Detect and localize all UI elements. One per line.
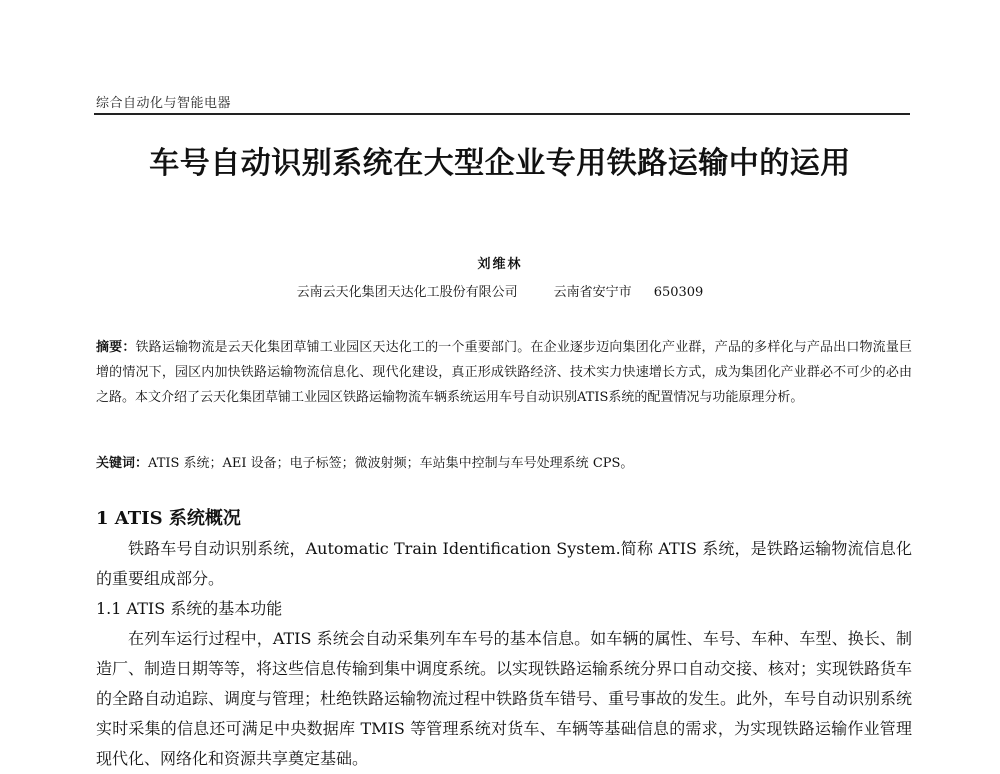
keywords — [96, 451, 912, 476]
keywords-text: ATIS 系统；AEI 设备；电子标签；微波射频；车站集中控制与车号处理系统 CPS。 — [148, 456, 634, 471]
affiliation — [0, 281, 1000, 300]
affiliation-postcode: 650309 — [653, 285, 704, 300]
article-title: 车号自动识别系统在大型企业专用铁路运输中的运用 — [149, 146, 851, 181]
abstract — [96, 335, 912, 410]
journal-header: 综合自动化与智能电器 — [96, 96, 232, 111]
header-rule — [94, 113, 910, 115]
author-name: 刘维林 — [477, 257, 523, 272]
abstract-text: 铁路运输物流是云天化集团草铺工业园区天达化工的一个重要部门。在企业逐步迈向集团化产业群，产品的多样化与产品出口物流量巨增的情况下，园区内加快铁路运输物流信息化、现代化建设，真正形成铁路经济、技术实力快速增长方式，成为集团化产业群必不可少的必由之路。本文介绍了云天化集团草铺工业园区铁路运输物流车辆系统运用车号自动识别ATIS系统的配置情况与功能原理分析。 — [96, 340, 912, 405]
section-1-paragraph: 铁路车号自动识别系统，Automatic Train Identification System.简称 ATIS 系统，是铁路运输物流信息化的重要组成部分。 — [96, 539, 912, 588]
affiliation-org: 云南云天化集团天达化工股份有限公司 — [296, 285, 518, 300]
section-1-1-heading: 1.1 ATIS 系统的基本功能 — [96, 599, 283, 618]
section-1-1-paragraph: 在列车运行过程中，ATIS 系统会自动采集列车车号的基本信息。如车辆的属性、车号、车种、车型、换长、制造厂、制造日期等等，将这些信息传输到集中调度系统。以实现铁路运输系统分界口自动交接、核对；实现铁路货车的全路自动追踪、调度与管理；杜绝铁路运输物流过程中铁路货车错号、重号事故的发生。此外，车号自动识别系统实时采集的信息还可满足中央数据库 TMIS 等管理系统对货车、车辆等基础信息的需求，为实现铁路运输作业管理现代化、网络化和资源共享奠定基础。 — [96, 629, 913, 768]
abstract-label: 摘要： — [96, 340, 136, 355]
keywords-label: 关键词： — [96, 456, 149, 471]
section-1-heading: 1 ATIS 系统概况 — [96, 508, 241, 529]
affiliation-city: 云南省安宁市 — [553, 285, 632, 300]
